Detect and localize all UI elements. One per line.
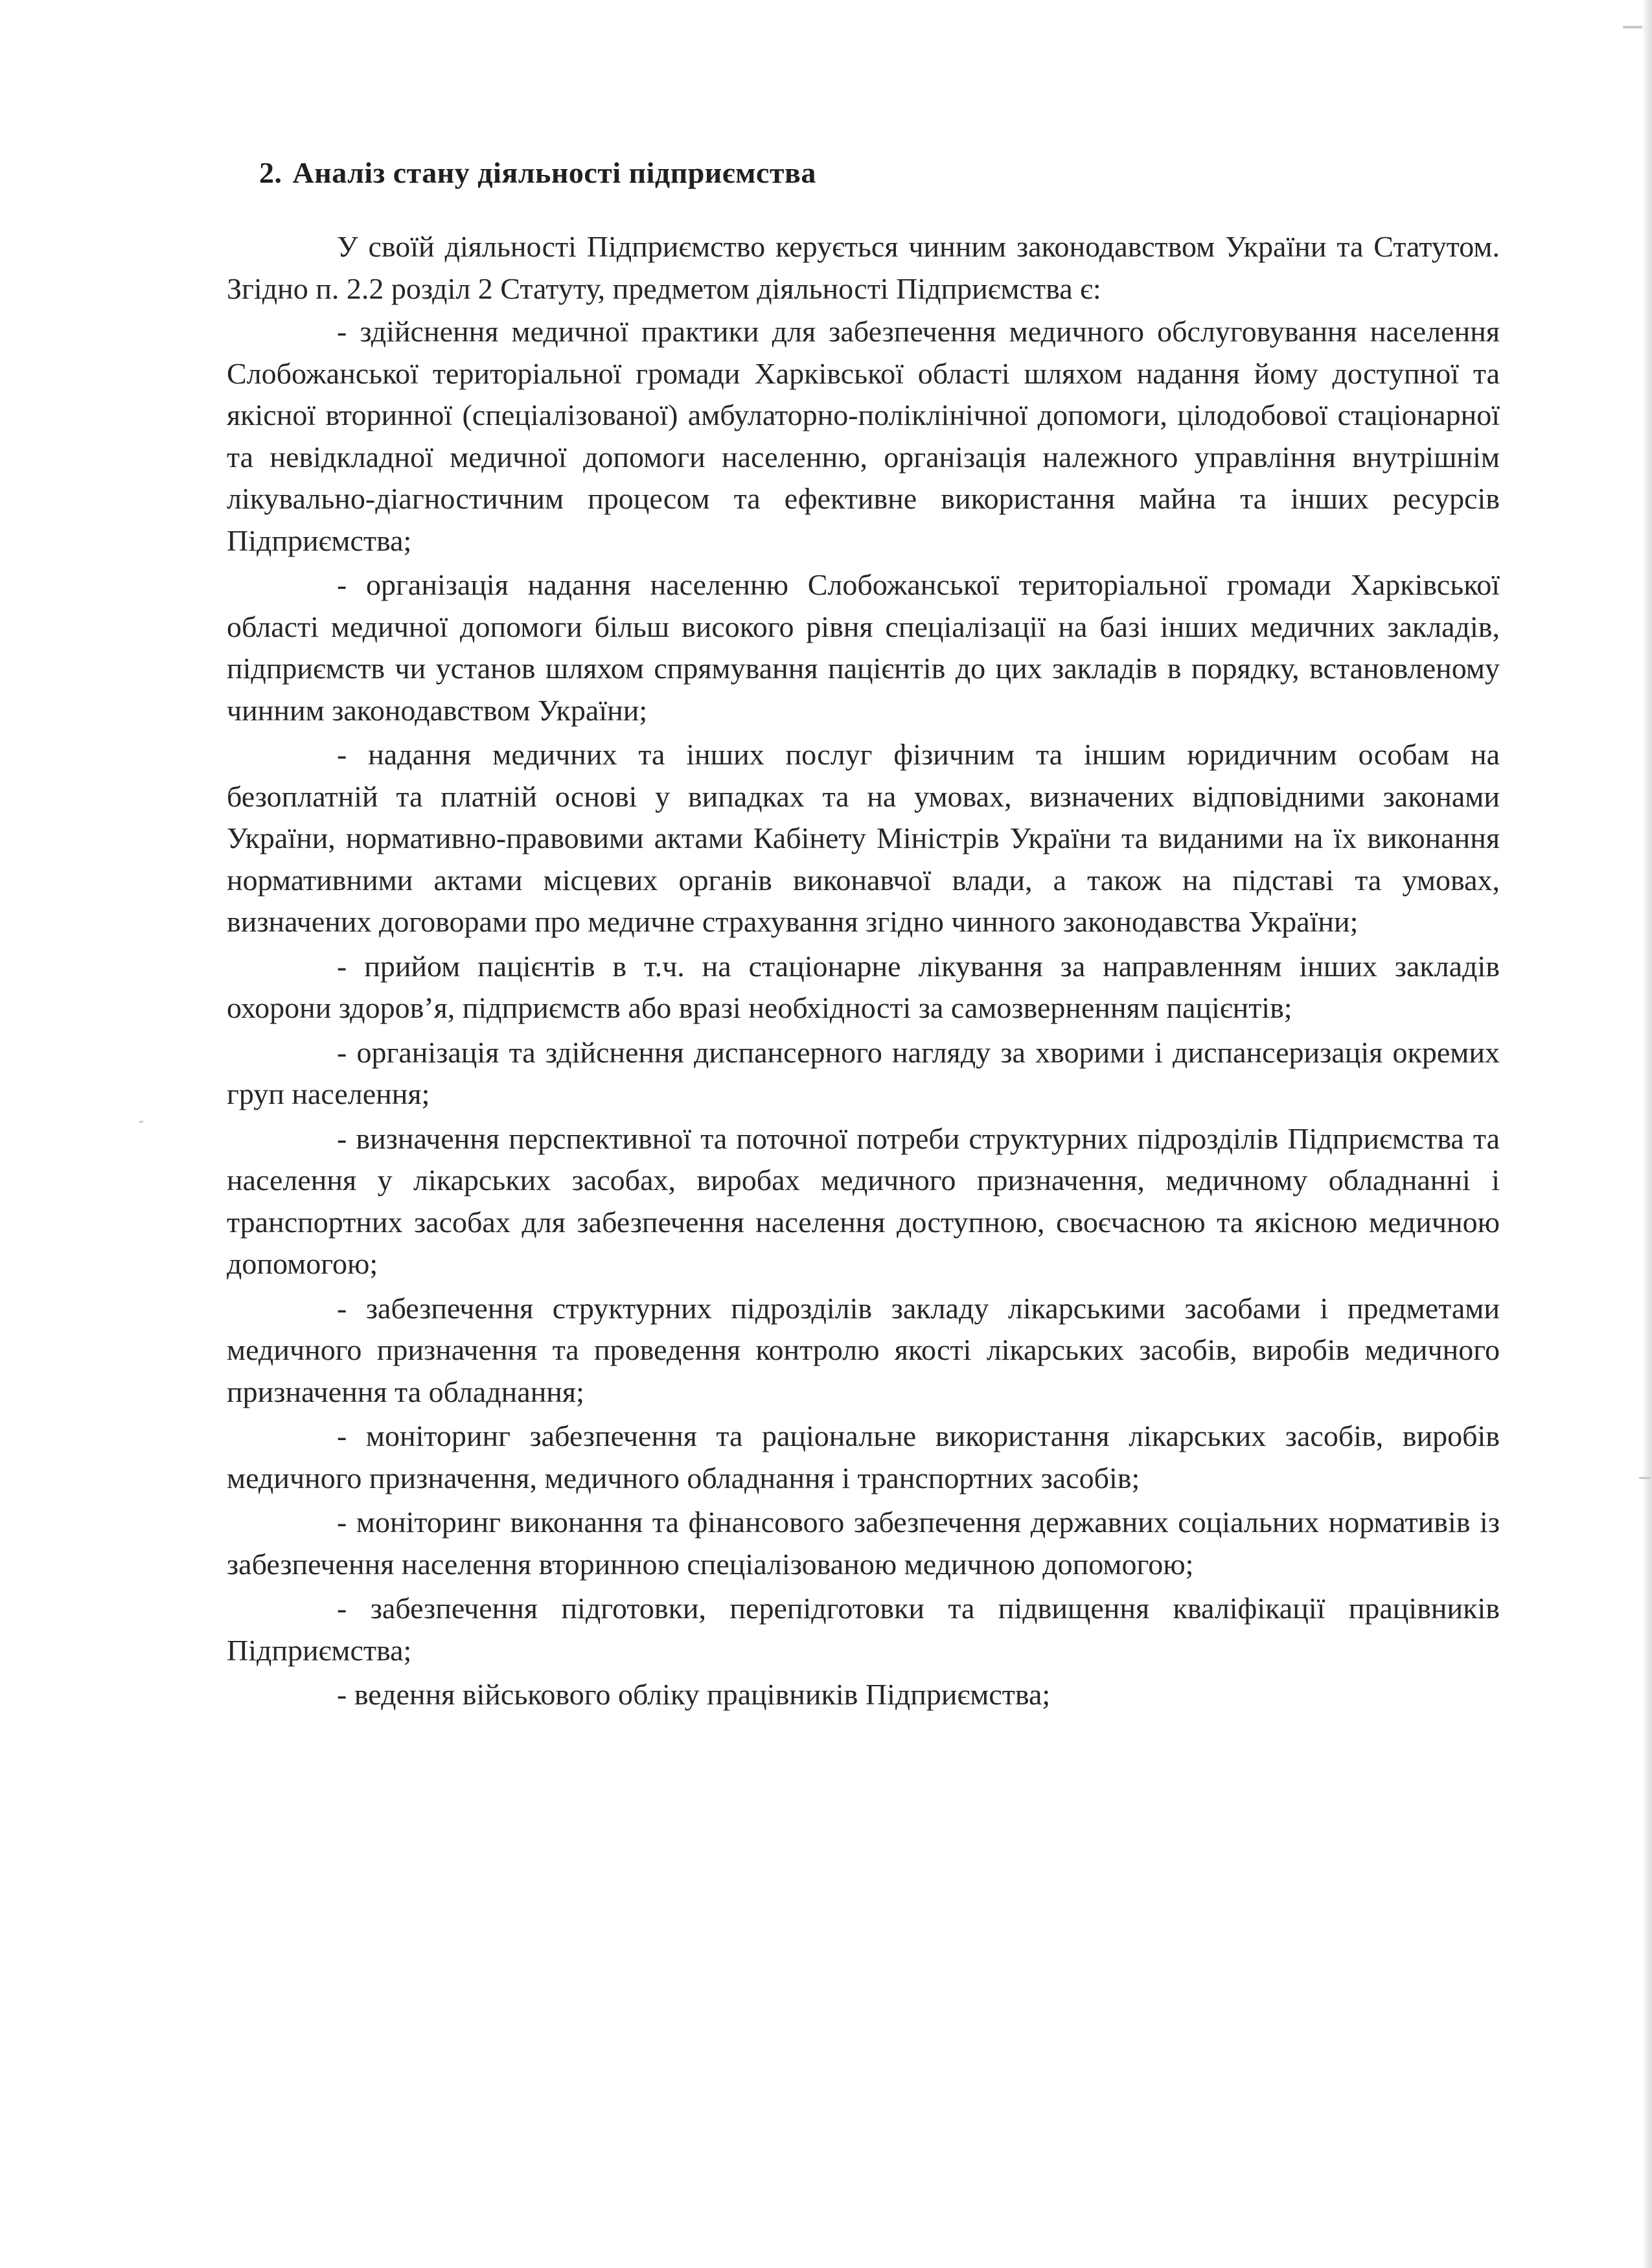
activities-list — [227, 311, 1500, 1716]
list-item: - організація надання населенню Слобожанської територіальної громади Харківської області медичної допомоги більш високого рівня спеціалізації на базі інших медичних закладів, підприємств чи установ шляхом спрямування пацієнтів до цих закладів в порядку, встановленому чинним законодавством України; — [227, 568, 1500, 727]
scan-speck — [1623, 26, 1642, 29]
intro-paragraph: У своїй діяльності Підприємство керується чинним законодавством України та Статутом. Згідно п. 2.2 розділ 2 Статуту, предметом діяльності Підприємства є: — [227, 230, 1500, 305]
list-item: - забезпечення підготовки, перепідготовки та підвищення кваліфікації працівників Підприємства; — [227, 1592, 1500, 1667]
list-item: - ведення військового обліку працівників Підприємства; — [337, 1678, 1051, 1711]
list-item: - моніторинг виконання та фінансового забезпечення державних соціальних нормативів із забезпечення населення вторинною спеціалізованою медичною допомогою; — [227, 1506, 1500, 1581]
document-body — [227, 155, 1500, 1719]
list-item: - здійснення медичної практики для забезпечення медичного обслуговування населення Слобожанської територіальної громади Харківської області шляхом надання йому доступної та якісної вторинної (спеціалізованої) амбулаторно-поліклінічної допомоги, цілодобової стаціонарної та невідкладної медичної допомоги населенню, організація належного управління внутрішнім лікувально-діагностичним процесом та ефективне використання майна та інших ресурсів Підприємства; — [227, 315, 1500, 557]
list-item: - забезпечення структурних підрозділів закладу лікарськими засобами і предметами медичного призначення та проведення контролю якості лікарських засобів, виробів медичного призначення та обладнання; — [227, 1291, 1500, 1408]
list-item: - організація та здійснення диспансерного нагляду за хворими і диспансеризація окремих груп населення; — [227, 1035, 1500, 1110]
list-item: - надання медичних та інших послуг фізичним та іншим юридичним особам на безоплатній та платній основі у випадках та на умовах, визначених відповідними законами України, нормативно-правовими актами Кабінету Міністрів України та виданими на їх виконання нормативними актами місцевих органів виконавчої влади, а також на підставі та умовах, визначених договорами про медичне страхування згідно чинного законодавства України; — [227, 738, 1500, 938]
scan-speck — [1639, 1477, 1651, 1479]
section-number: 2. — [259, 156, 282, 189]
section-title: Аналіз стану діяльності підприємства — [292, 156, 816, 189]
list-item: - визначення перспективної та поточної потреби структурних підрозділів Підприємства та населення у лікарських засобах, виробах медичного призначення, медичному обладнанні і транспортних засобах для забезпечення населення доступною, своєчасною та якісною медичною допомогою; — [227, 1121, 1500, 1280]
scan-speck — [139, 1121, 143, 1123]
list-item: - прийом пацієнтів в т.ч. на стаціонарне лікування за направленням інших закладів охорони здоров’я, підприємств або вразі необхідності за самозверненням пацієнтів; — [227, 949, 1500, 1024]
list-item: - моніторинг забезпечення та раціональне використання лікарських засобів, виробів медичного призначення, медичного обладнання і транспортних засобів; — [227, 1419, 1500, 1495]
section-heading — [259, 155, 1500, 190]
scan-page-edge — [1642, 0, 1652, 2268]
